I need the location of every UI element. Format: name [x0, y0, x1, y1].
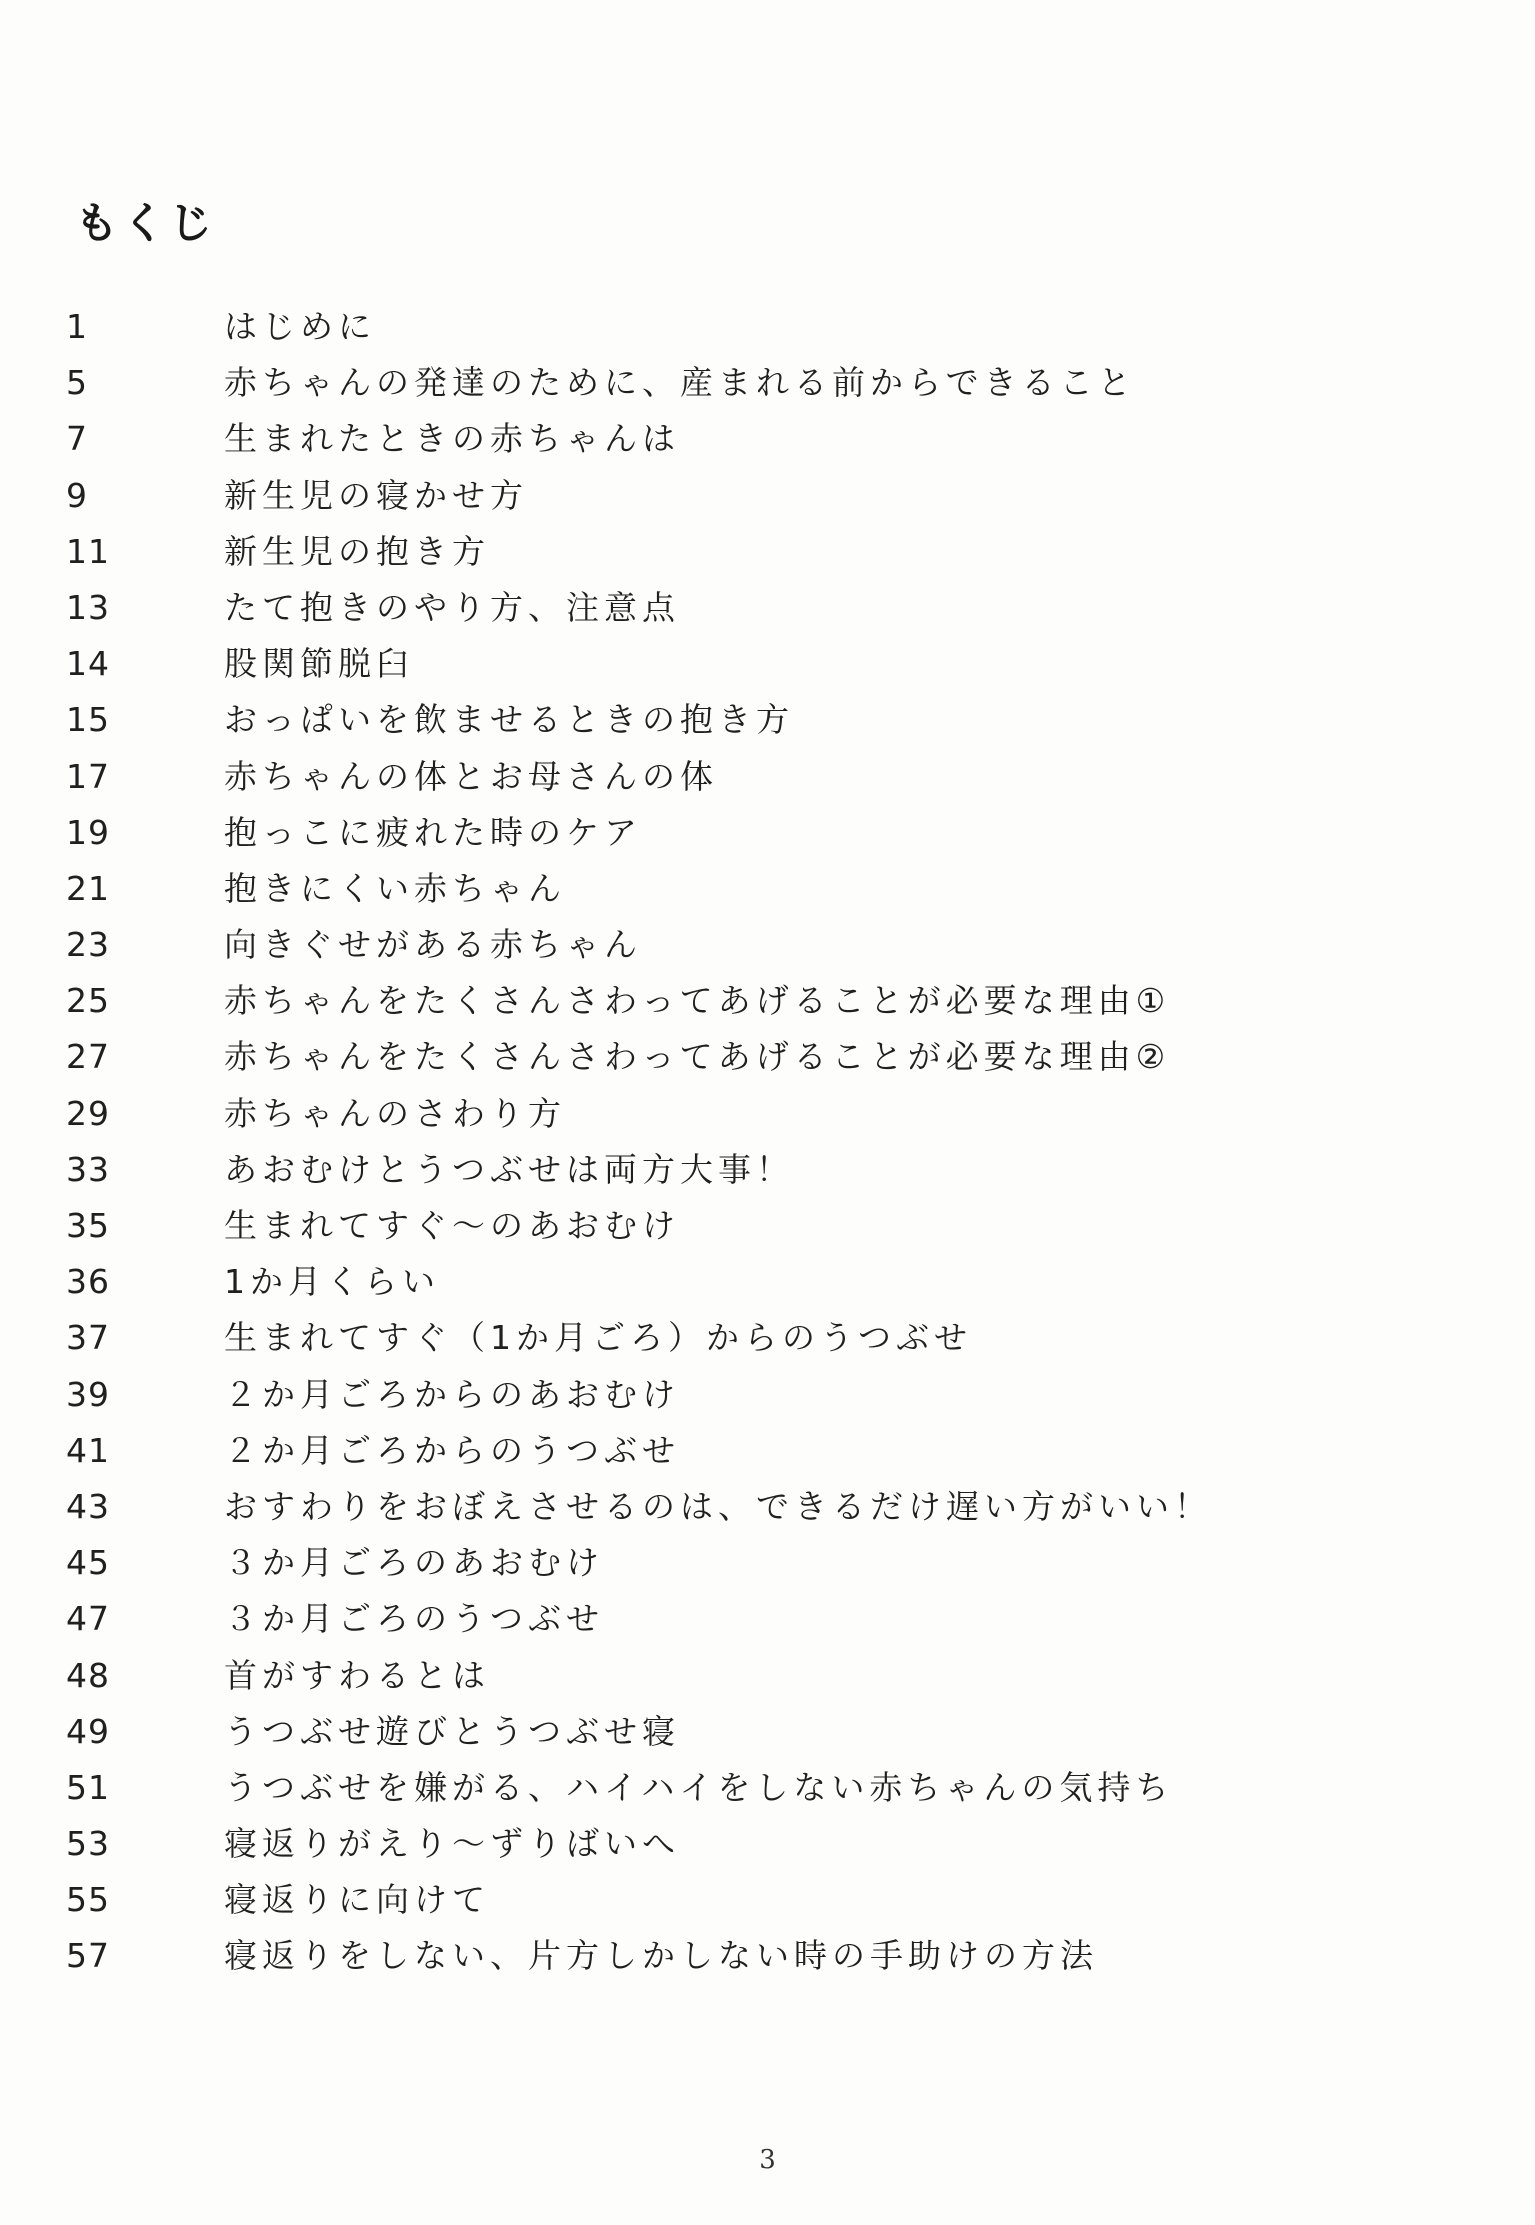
toc-entry	[0, 1373, 1535, 1429]
toc-page-number: 53	[66, 1824, 110, 1864]
toc-entry	[0, 1654, 1535, 1710]
toc-entry-title: 赤ちゃんのさわり方	[224, 1093, 566, 1133]
toc-entry-title: 寝返りに向けて	[224, 1880, 490, 1920]
toc-entry-title: 赤ちゃんをたくさんさわってあげることが必要な理由②	[224, 1037, 1171, 1077]
toc-entry	[0, 530, 1535, 586]
toc-page-number: 55	[66, 1880, 110, 1920]
toc-entry	[0, 923, 1535, 979]
toc-entry-title: ２か月ごろからのうつぶせ	[224, 1430, 680, 1470]
toc-entry	[0, 642, 1535, 698]
page-number: 3	[759, 2145, 776, 2175]
toc-entry-title: ３か月ごろのうつぶせ	[224, 1599, 604, 1639]
toc-entry	[0, 1934, 1535, 1990]
page-title: もくじ	[75, 199, 216, 249]
toc-entry-title: はじめに	[224, 307, 376, 346]
toc-entry	[0, 1429, 1535, 1485]
toc-entry-title: 寝返りがえり～ずりばいへ	[224, 1824, 680, 1864]
toc-entry-title: 向きぐせがある赤ちゃん	[224, 925, 642, 965]
toc-entry-title: 寝返りをしない、片方しかしない時の手助けの方法	[224, 1936, 1098, 1976]
toc-page-number: 13	[66, 587, 110, 627]
toc-entry-title: おっぱいを飲ませるときの抱き方	[224, 700, 794, 740]
toc-entry	[0, 1092, 1535, 1148]
toc-page-number: 23	[66, 925, 110, 965]
toc-entry	[0, 979, 1535, 1035]
toc-entry-title: うつぶせ遊びとうつぶせ寝	[224, 1711, 680, 1751]
toc-entry	[0, 1710, 1535, 1766]
toc-page-number: 36	[66, 1262, 110, 1302]
toc-entry	[0, 1204, 1535, 1260]
toc-page-number: 51	[66, 1767, 110, 1807]
toc-page-number: 47	[66, 1599, 110, 1639]
toc-entry	[0, 417, 1535, 473]
toc-entry-title: 生まれてすぐ（1か月ごろ）からのうつぶせ	[224, 1318, 972, 1358]
toc-page-number: 5	[66, 363, 88, 403]
toc-page-number: 19	[66, 812, 110, 852]
toc-entry	[0, 586, 1535, 642]
toc-entry-title: 赤ちゃんの発達のために、産まれる前からできること	[224, 363, 1136, 403]
toc-entry	[0, 1316, 1535, 1372]
toc-page-number: 39	[66, 1374, 110, 1414]
toc-entry	[0, 867, 1535, 923]
toc-entry-title: 抱きにくい赤ちゃん	[224, 868, 566, 908]
toc-entry	[0, 1260, 1535, 1316]
toc-page-number: 1	[66, 307, 88, 346]
toc-page-number: 25	[66, 981, 110, 1021]
toc-entry-title: たて抱きのやり方、注意点	[224, 587, 680, 627]
toc-entry-title: 股関節脱臼	[224, 644, 414, 684]
toc-page-number: 49	[66, 1711, 110, 1751]
toc-entry	[0, 811, 1535, 867]
toc-page-number: 43	[66, 1486, 110, 1526]
toc-entry-title: 新生児の抱き方	[224, 531, 490, 571]
toc-page-number: 33	[66, 1149, 110, 1189]
toc-entry	[0, 1541, 1535, 1597]
toc-page-number: 27	[66, 1037, 110, 1077]
toc-entry-title: おすわりをおぼえさせるのは、できるだけ遅い方がいい！	[224, 1486, 1212, 1526]
toc-entry	[0, 1485, 1535, 1541]
toc-page-number: 9	[66, 475, 88, 515]
toc-page-number: 11	[66, 531, 110, 571]
toc-entry-title: うつぶせを嫌がる、ハイハイをしない赤ちゃんの気持ち	[224, 1767, 1174, 1807]
toc-entry-title: 赤ちゃんをたくさんさわってあげることが必要な理由①	[224, 981, 1171, 1021]
toc-entry-title: 1か月くらい	[224, 1262, 440, 1302]
toc-entry	[0, 755, 1535, 811]
toc-entry-title: 生まれたときの赤ちゃんは	[224, 419, 680, 459]
toc-entry-title: 抱っこに疲れた時のケア	[224, 812, 642, 852]
toc-page-number: 48	[66, 1655, 110, 1695]
toc-entry-title: 首がすわるとは	[224, 1655, 490, 1695]
toc-entry	[0, 474, 1535, 530]
toc-entry-title: 赤ちゃんの体とお母さんの体	[224, 756, 718, 796]
toc-entry	[0, 698, 1535, 754]
toc-entry	[0, 1766, 1535, 1822]
toc-entry-title: ３か月ごろのあおむけ	[224, 1543, 604, 1583]
toc-page-number: 57	[66, 1936, 110, 1976]
toc-page-number: 45	[66, 1543, 110, 1583]
toc-entry-title: ２か月ごろからのあおむけ	[224, 1374, 680, 1414]
toc-page-number: 17	[66, 756, 110, 796]
toc-entry	[0, 1822, 1535, 1878]
toc-page-number: 41	[66, 1430, 110, 1470]
toc-page-number: 15	[66, 700, 110, 740]
toc-entry	[0, 305, 1535, 361]
toc-page-number: 35	[66, 1206, 110, 1245]
toc-page-number: 29	[66, 1093, 110, 1133]
toc-page-number: 37	[66, 1318, 110, 1358]
toc-entry	[0, 1878, 1535, 1934]
toc-entry-title: 新生児の寝かせ方	[224, 475, 528, 515]
toc-page-number: 14	[66, 644, 110, 684]
toc-entry	[0, 1035, 1535, 1091]
toc-entry	[0, 1148, 1535, 1204]
toc-entry	[0, 1597, 1535, 1653]
toc-page-number: 21	[66, 868, 110, 908]
toc-page-number: 7	[66, 419, 88, 459]
table-of-contents	[0, 305, 1535, 1991]
toc-entry	[0, 361, 1535, 417]
toc-entry-title: 生まれてすぐ～のあおむけ	[224, 1206, 680, 1245]
toc-entry-title: あおむけとうつぶせは両方大事！	[224, 1149, 794, 1189]
